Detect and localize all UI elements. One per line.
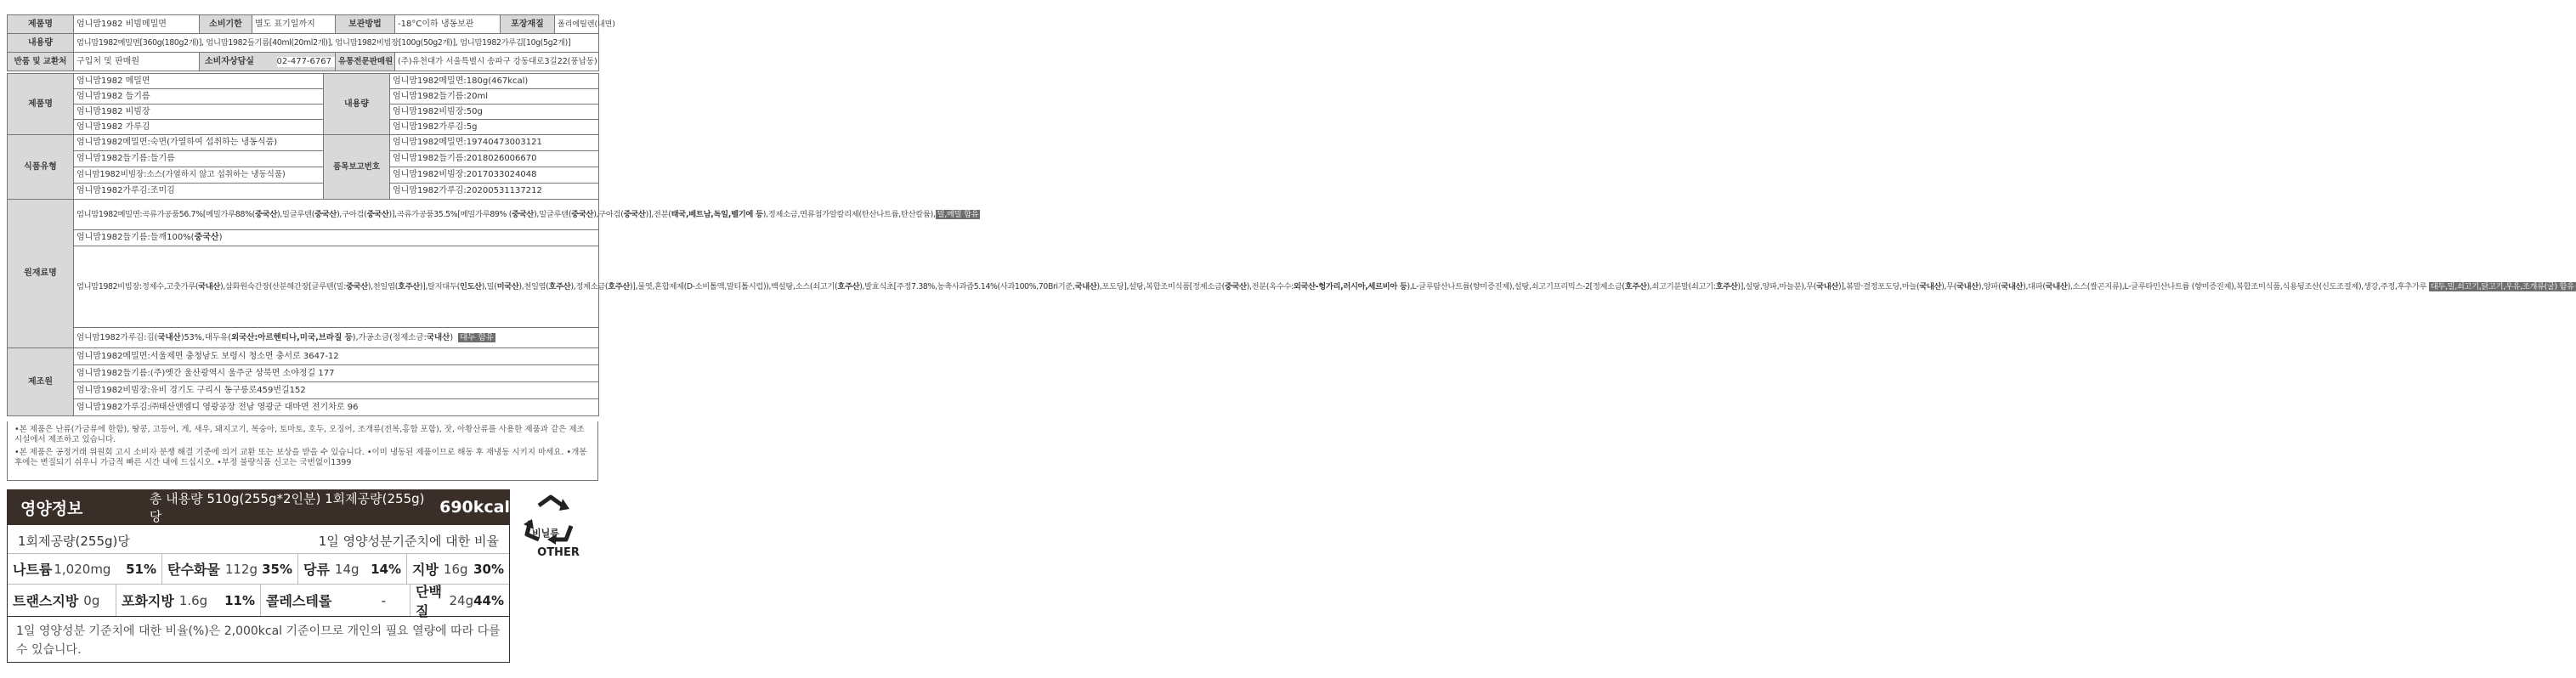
expiry-header: 소비기한	[200, 15, 252, 34]
report-number: 엄니맘1982비빔장:2017033024048	[390, 167, 599, 184]
ingredient-noodle	[74, 200, 979, 230]
ingredient-text: (향미증진제),복합조미식품,식용뒹조산(신도조절제),생강,주정,후추가루	[2191, 281, 2427, 291]
nutrient-trans-fat	[8, 585, 116, 616]
food-type-header: 식품유형	[8, 135, 74, 200]
type-row	[8, 135, 599, 151]
header-row-2	[8, 34, 599, 53]
item-name: 엄니맘1982 가루김	[74, 120, 324, 135]
header-row-3	[8, 53, 599, 71]
report-number: 엄니맘1982들기름:2018026006670	[390, 151, 599, 167]
ingredient-text: ),L-글루탐산나트륨(향미증진제),설탕,쇠고기프리믹스-2[정제소금(	[1407, 281, 1625, 291]
name-row	[8, 120, 599, 135]
origin: 외국산:아르헨티나,미국,브라질 등	[230, 332, 353, 342]
origin: 외국산-헝가리,러시아,세르비아 등	[1293, 281, 1407, 291]
maker-row	[8, 348, 599, 365]
ingredient-text: )],설탕,양파,마늘분),무(	[1737, 281, 1817, 291]
nutrient-fat	[407, 554, 509, 584]
maker-row	[8, 365, 599, 382]
maker-row	[8, 399, 599, 416]
nutrient-percent: 35%	[262, 561, 292, 577]
product-name-value: 엄니맘1982 비빔메밀면	[74, 15, 200, 34]
ingredient-text: ),무(	[1941, 281, 1957, 291]
food-type: 엄니맘1982메밀면:숙면(가열하여 섭취하는 냉동식품)	[74, 135, 324, 151]
item-volume: 엄니맘1982가루김:5g	[390, 120, 599, 135]
ingredient-row	[8, 246, 599, 328]
origin: 중국산	[512, 209, 535, 219]
ingredient-text: )],전분(	[645, 209, 671, 219]
caution-notes	[7, 421, 598, 481]
manufacturer: 엄니맘1982비빔장:유비 경기도 구리시 동구릉로459번길152	[74, 382, 599, 399]
name-row	[8, 74, 599, 89]
origin: 중국산	[346, 281, 368, 291]
nutrient-protein	[410, 583, 509, 619]
recycle-material: 비닐류	[532, 528, 559, 539]
origin: 국내산	[1074, 281, 1097, 291]
origin: 호주산	[1624, 281, 1647, 291]
origin: 국내산	[1956, 281, 1979, 291]
nutrient-carbohydrate	[162, 554, 298, 584]
nutrient-name: 탄수화물	[167, 562, 220, 578]
nutrition-row	[8, 583, 509, 619]
storage-value: -18°C이하 냉동보관	[395, 15, 501, 34]
nutrition-kcal: 690kcal	[439, 498, 510, 517]
caution-note: •본 제품은 공정거래 위원회 고시 소비자 분쟁 해결 기준에 의거 교환 또는 보상을 받을 수 있습니다. •이미 냉동된 제품이므로 해동 후 재냉동 시키지 마세요. •개봉 후에는 변질되기 쉬우니 가급적 빠른 시간 내에 드십시오. •부정 불량식품 신고는 국번없이1399	[14, 448, 587, 467]
item-volume: 엄니맘1982메밀면:180g(467kcal)	[390, 74, 599, 89]
allergy-badge: 밀,메밀 함유	[937, 209, 979, 219]
ingredient-text: )	[450, 332, 454, 342]
ingredient-text: ),구아검(	[593, 209, 624, 219]
manufacturer: 엄니맘1982가루김:㈜태산앤엠디 영광공장 전남 영광군 대마면 전기차로 96	[74, 399, 599, 416]
ingredient-text: ),가공소금(정제소금:	[352, 332, 427, 342]
ingredient-text: ),소스(쌀곤지류),L-글루타민산나트륨	[2067, 281, 2190, 291]
nutrient-percent: -	[381, 592, 386, 608]
ingredient-text: 엄니맘1982들기름:들깨100%(	[76, 233, 195, 242]
nutrient-percent: 14%	[371, 561, 401, 577]
ingredient-text: ),포도당],설탕,복합조미식품[정제소금(	[1096, 281, 1225, 291]
origin: 호주산	[548, 281, 571, 291]
ingredient-text: ),양파(	[1978, 281, 2001, 291]
ingredient-text: ),밀(	[481, 281, 497, 291]
capacity-header: 내용량	[8, 34, 74, 53]
origin: 인도산	[459, 281, 482, 291]
nutrient-amount: 0g	[83, 592, 100, 608]
origin: 국내산	[2001, 281, 2024, 291]
origin: 태국,베트남,독일,벨기에 등	[671, 209, 763, 219]
report-number: 엄니맘1982메밀면:19740473003121	[390, 135, 599, 151]
origin: 중국산	[571, 209, 594, 219]
nutrient-cholesterol	[261, 585, 410, 616]
nutrient-amount: 24g	[449, 592, 474, 608]
ingredient-seaweed	[74, 328, 599, 348]
ingredient-text: )],탈지대두(	[419, 281, 460, 291]
name-row	[8, 89, 599, 105]
distributor-header: 유통전문판매원	[336, 53, 395, 71]
origin: 호주산	[608, 281, 631, 291]
nutrient-name: 당류	[303, 562, 330, 578]
origin: 국내산	[1816, 281, 1838, 291]
nutrient-name: 포화지방	[122, 593, 174, 609]
origin: 국내산	[157, 332, 181, 342]
food-type: 엄니맘1982가루김:조미김	[74, 184, 324, 200]
manufacturer: 엄니맘1982들기름:(주)옛간 울산광역시 울주군 상북면 소야정길 177	[74, 365, 599, 382]
consumer-center-phone: 02-477-6767	[277, 57, 335, 67]
nutrition-table	[7, 525, 510, 617]
type-row	[8, 184, 599, 200]
recycle-other-label: OTHER	[537, 546, 580, 559]
nutrient-sugars	[298, 554, 407, 584]
item-volume: 엄니맘1982비빔장:50g	[390, 105, 599, 120]
origin: 중국산	[314, 209, 337, 219]
origin: 중국산	[194, 233, 219, 242]
product-detail-table	[7, 73, 2574, 416]
origin: 미국산	[496, 281, 519, 291]
ingredient-sauce	[74, 246, 2574, 328]
item-name-header: 제품명	[8, 74, 74, 135]
origin: 중국산	[623, 209, 646, 219]
ingredient-text: )53%,대두유(	[180, 332, 231, 342]
nutrition-summary: 총 내용량 510g(255g*2인분) 1회제공량(255g)당	[149, 491, 425, 524]
origin: 국내산	[426, 332, 450, 342]
nutrition-footnote: 1일 영양성분 기준치에 대한 비율(%)은 2,000kcal 기준이므로 개인의 필요 열량에 따라 다를 수 있습니다.	[7, 617, 510, 663]
ingredient-text: 엄니맘1982메밀면:곡류가공품56.7%[메밀가루88%(	[76, 209, 255, 219]
allergy-badge: 대두 함유	[460, 332, 494, 342]
ingredient-text: 엄니맘1982비빔장:정제수,고춧가루(	[76, 281, 199, 291]
manufacturer: 엄니맘1982메밀면:서울제면 충청남도 보령시 청소면 충서로 3647-12	[74, 348, 599, 365]
ingredient-text: (	[508, 209, 512, 219]
nutrient-percent: 44%	[473, 592, 504, 608]
nutrient-sodium	[8, 554, 162, 584]
ingredient-text: ),구아검(	[337, 209, 367, 219]
item-name: 엄니맘1982 비빔장	[74, 105, 324, 120]
capacity-value: 엄니맘1982메밀면[360g(180g2개)], 엄니맘1982들기름[40ml(20ml2개)], 엄니맘1982비빔장[100g(50g2개)], 엄니맘1982가루김[10g(5g2개)]	[74, 34, 599, 53]
item-name: 엄니맘1982 들기름	[74, 89, 324, 105]
serving-label: 1회제공량(255g)당	[18, 534, 130, 549]
distributor-value: (주)유천대가 서울특별시 송파구 강동대로3길22(풍납동)	[395, 53, 599, 71]
origin: 중국산	[1224, 281, 1247, 291]
nutrition-title: 영양정보	[20, 499, 83, 518]
ingredient-text: ),밀글루텐(	[277, 209, 315, 219]
expiry-value: 별도 표기일까지	[252, 15, 336, 34]
nutrient-name: 지방	[412, 562, 439, 578]
item-name: 엄니맘1982 메밀면	[74, 74, 324, 89]
nutrient-name: 단백질	[416, 583, 442, 619]
manufacturer-header: 제조원	[8, 348, 74, 416]
ingredient-oil: 엄니맘1982들기름:들깨100%(중국산)	[74, 230, 599, 246]
ingredient-text: ),정제소금,면류첨가알칼리제(탄산나트륨,탄산칼륨),	[762, 209, 936, 219]
nutrient-saturated-fat	[116, 585, 261, 616]
return-value: 구입처 및 판매원	[74, 53, 200, 71]
nutrient-percent: 11%	[224, 592, 255, 608]
allergy-badge: 대두,밀,쇠고기,닭고기,우유,조개류(굴) 함유	[2430, 281, 2574, 291]
nutrition-label-row	[8, 525, 509, 554]
ingredient-text: ),삼화원숙간장(산분해간장[글루텐(밀:	[220, 281, 347, 291]
nutrient-amount: 112g	[224, 561, 258, 577]
ingredient-text: ),정제소금(	[570, 281, 609, 291]
header-row-1	[8, 15, 599, 34]
nutrient-amount: 14g	[334, 561, 360, 577]
origin: 국내산	[2045, 281, 2068, 291]
origin: 중국산	[254, 209, 278, 219]
nutrient-amount: 16g	[443, 561, 468, 577]
report-number: 엄니맘1982가루김:20200531137212	[390, 184, 599, 200]
nutrient-name: 콜레스테롤	[266, 593, 332, 609]
nutrient-percent: 51%	[126, 561, 156, 577]
food-type: 엄니맘1982들기름:들기름	[74, 151, 324, 167]
nutrient-amount: 1,020mg	[54, 561, 111, 577]
nutrient-amount: 1.6g	[178, 592, 208, 608]
origin: 중국산	[366, 209, 389, 219]
ingredient-text: )],물엿,혼합제제(D-소비톨액,말티톨시럽)),백설탕,소스(쇠고기(	[630, 281, 838, 291]
nutrient-name: 트랜스지방	[13, 593, 79, 609]
nutrient-name: 나트륨	[13, 562, 53, 578]
ingredient-text: 엄니맘1982가루김:김(	[76, 332, 158, 342]
return-header: 반품 및 교환처	[8, 53, 74, 71]
volume-header: 내용량	[324, 74, 390, 135]
ingredient-row	[8, 328, 599, 348]
packaging-value: 폴리에틸렌(내면)	[555, 15, 599, 34]
nutrition-header	[7, 489, 510, 525]
nutrient-percent: 30%	[473, 561, 504, 577]
origin: 국내산	[198, 281, 221, 291]
origin: 호주산	[397, 281, 420, 291]
type-row	[8, 151, 599, 167]
ingredient-text: ),대파(	[2023, 281, 2046, 291]
ingredient-row	[8, 230, 599, 246]
name-row	[8, 105, 599, 120]
ingredient-text: ),천일염(	[518, 281, 549, 291]
ingredient-text: ),천일염(	[367, 281, 398, 291]
food-type: 엄니맘1982비빔장:소스(가열하지 않고 섭취하는 냉동식품)	[74, 167, 324, 184]
ingredients-header: 원재료명	[8, 200, 74, 348]
caution-note: •본 제품은 난류(가금류에 한함), 땅콩, 고등어, 게, 새우, 돼지고기, 복숭아, 토마토, 호두, 오징어, 조개류(전복,홍합 포함), 잣, 아황산류를 사용한 제품과 같은 제조시설에서 제조하고 있습니다.	[14, 425, 585, 444]
ingredient-text: ),전분(옥수수:	[1246, 281, 1294, 291]
type-row	[8, 167, 599, 184]
ingredient-text: )],볶말·결정포도당,마늘(	[1837, 281, 1920, 291]
recycle-mark	[522, 495, 600, 567]
packaging-header: 포장재질	[501, 15, 555, 34]
item-volume: 엄니맘1982들기름:20ml	[390, 89, 599, 105]
origin: 호주산	[1715, 281, 1738, 291]
origin: 국내산	[1919, 281, 1942, 291]
product-info-header-table	[7, 14, 615, 71]
consumer-center-header-label: 소비자상담실	[205, 56, 254, 66]
report-number-header: 품목보고번호	[324, 135, 390, 200]
ingredient-text: ),발효식초[주정7.38%,농축사과즙5.14%(사과100%,70Bri기준,	[859, 281, 1075, 291]
ingredient-text: ),밀글루텐(	[534, 209, 572, 219]
ingredient-text: ),쇠고기분말(쇠고기:	[1646, 281, 1716, 291]
storage-header: 보관방법	[336, 15, 395, 34]
product-name-header: 제품명	[8, 15, 74, 34]
daily-value-label: 1일 영양성분기준치에 대한 비율	[318, 534, 499, 549]
ingredient-row	[8, 200, 599, 230]
maker-row	[8, 382, 599, 399]
ingredient-text: )],곡류가공품35.5%[메밀가루89%	[388, 209, 507, 219]
origin: 호주산	[837, 281, 860, 291]
consumer-center-header	[200, 53, 336, 71]
